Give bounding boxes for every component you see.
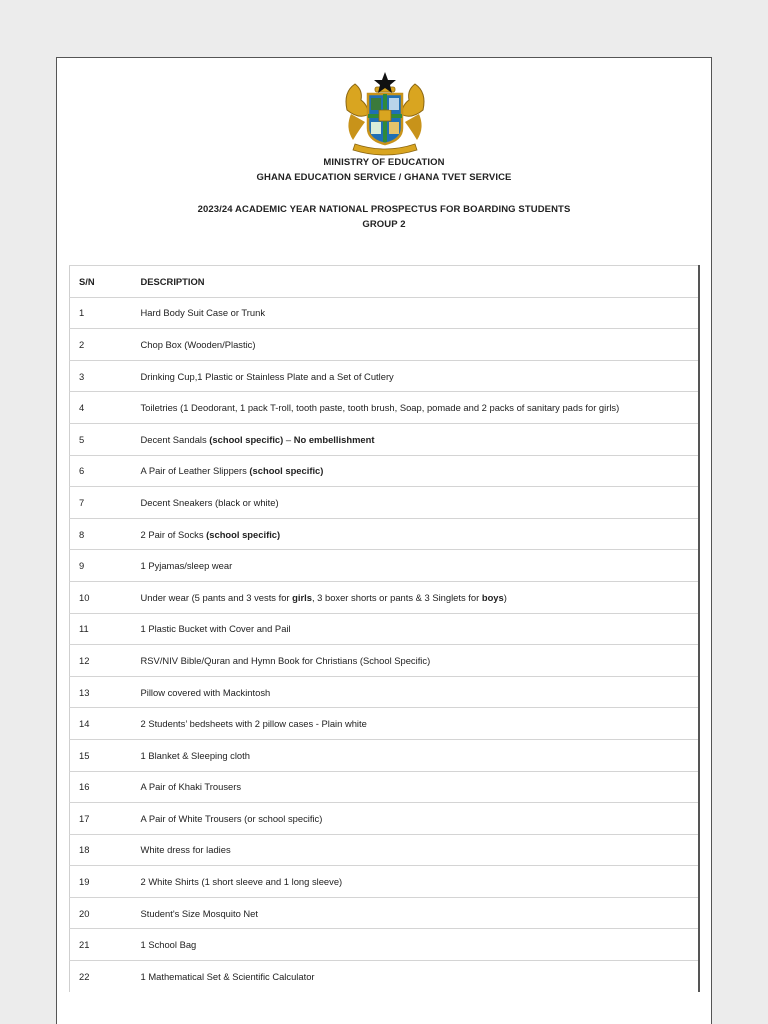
table-row	[70, 487, 700, 519]
row-description	[133, 455, 700, 487]
description-text: –	[283, 433, 294, 445]
row-description	[133, 866, 700, 898]
description-text: A Pair of White Trousers (or school specific)	[140, 812, 323, 824]
description-text: Hard Body Suit Case or Trunk	[140, 307, 266, 319]
row-description	[133, 423, 700, 455]
description-text: 1 Pyjamas/sleep wear	[140, 560, 233, 572]
row-description	[133, 961, 700, 993]
description-text: 2 Students’ bedsheets with 2 pillow cases - Plain white	[140, 718, 367, 730]
row-number: 13	[70, 676, 133, 708]
row-description	[133, 297, 700, 329]
row-number: 4	[70, 392, 133, 424]
description-text: , 3 boxer shorts or pants & 3 Singlets for	[311, 591, 482, 603]
row-number: 21	[70, 929, 133, 961]
row-description	[133, 550, 700, 582]
row-number: 14	[70, 708, 133, 740]
description-text: 2 Pair of Socks	[140, 528, 207, 540]
table-row	[70, 834, 700, 866]
row-number: 1	[70, 297, 133, 329]
table-row	[70, 581, 700, 613]
table-row	[70, 455, 700, 487]
description-text: 1 Plastic Bucket with Cover and Pail	[140, 623, 291, 635]
ghana-coat-of-arms-icon	[341, 70, 429, 156]
table-header-row	[70, 266, 700, 298]
description-text: Decent Sneakers (black or white)	[140, 496, 279, 508]
row-number: 2	[70, 329, 133, 361]
row-description	[133, 739, 700, 771]
table-row	[70, 897, 700, 929]
table-row	[70, 708, 700, 740]
sn-header: S/N	[70, 266, 133, 298]
description-text: A Pair of Khaki Trousers	[140, 781, 242, 793]
row-number: 16	[70, 771, 133, 803]
table-row	[70, 929, 700, 961]
table-row	[70, 297, 700, 329]
table-row	[70, 961, 700, 993]
row-description	[133, 645, 700, 677]
description-text: )	[503, 591, 507, 603]
description-text: No embellishment	[293, 433, 375, 445]
row-number: 19	[70, 866, 133, 898]
table-row	[70, 645, 700, 677]
description-text: Under wear (5 pants and 3 vests for	[140, 591, 293, 603]
row-number: 10	[70, 581, 133, 613]
description-text: Student's Size Mosquito Net	[140, 907, 258, 919]
description-text: (school specific)	[209, 433, 284, 445]
row-description	[133, 897, 700, 929]
description-text: Chop Box (Wooden/Plastic)	[140, 338, 256, 350]
row-number: 6	[70, 455, 133, 487]
table-row	[70, 392, 700, 424]
table-row	[70, 676, 700, 708]
description-text: boys	[481, 591, 504, 603]
prospectus-title: 2023/24 ACADEMIC YEAR NATIONAL PROSPECTUS FOR BOARDING STUDENTS	[197, 204, 571, 215]
table-row	[70, 739, 700, 771]
row-number: 3	[70, 360, 133, 392]
row-number: 11	[70, 613, 133, 645]
row-number: 7	[70, 487, 133, 519]
row-description	[133, 613, 700, 645]
row-description	[133, 771, 700, 803]
row-number: 12	[70, 645, 133, 677]
items-table	[69, 265, 700, 992]
table-row	[70, 518, 700, 550]
row-description	[133, 676, 700, 708]
row-number: 8	[70, 518, 133, 550]
description-text: 1 School Bag	[140, 939, 197, 951]
row-number: 5	[70, 423, 133, 455]
row-description	[133, 581, 700, 613]
description-text: 2 White Shirts (1 short sleeve and 1 long sleeve)	[140, 876, 343, 888]
description-text: 1 Mathematical Set & Scientific Calculator	[140, 971, 315, 983]
row-number: 15	[70, 739, 133, 771]
row-description	[133, 392, 700, 424]
description-header: DESCRIPTION	[133, 266, 700, 298]
ministry-title: MINISTRY OF EDUCATION	[323, 157, 445, 168]
row-description	[133, 329, 700, 361]
row-number: 18	[70, 834, 133, 866]
table-row	[70, 360, 700, 392]
row-description	[133, 487, 700, 519]
description-text: (school specific)	[206, 528, 281, 540]
table-row	[70, 803, 700, 835]
row-number: 9	[70, 550, 133, 582]
description-text: girls	[292, 591, 312, 603]
description-text: RSV/NIV Bible/Quran and Hymn Book for Christians (School Specific)	[140, 654, 431, 666]
description-text: Drinking Cup,1 Plastic or Stainless Plate and a Set of Cutlery	[140, 370, 394, 382]
row-description	[133, 834, 700, 866]
description-text: Pillow covered with Mackintosh	[140, 686, 271, 698]
description-text: 1 Blanket & Sleeping cloth	[140, 749, 250, 761]
row-description	[133, 929, 700, 961]
table-row	[70, 423, 700, 455]
row-description	[133, 708, 700, 740]
table-row	[70, 550, 700, 582]
table-row	[70, 613, 700, 645]
row-description	[133, 360, 700, 392]
description-text: Decent Sandals	[140, 433, 210, 445]
row-number: 22	[70, 961, 133, 993]
row-description	[133, 518, 700, 550]
document-page	[56, 57, 712, 1024]
description-text: White dress for ladies	[140, 844, 231, 856]
group-title: GROUP 2	[362, 219, 406, 230]
service-title: GHANA EDUCATION SERVICE / GHANA TVET SERVICE	[256, 172, 512, 183]
table-row	[70, 771, 700, 803]
table-row	[70, 866, 700, 898]
description-text: A Pair of Leather Slippers	[140, 465, 250, 477]
row-description	[133, 803, 700, 835]
row-number: 17	[70, 803, 133, 835]
table-row	[70, 329, 700, 361]
row-number: 20	[70, 897, 133, 929]
description-text: Toiletries (1 Deodorant, 1 pack T-roll, tooth paste, tooth brush, Soap, pomade and 2 packs of sanitary pads for girls)	[140, 402, 620, 414]
description-text: (school specific)	[249, 465, 324, 477]
